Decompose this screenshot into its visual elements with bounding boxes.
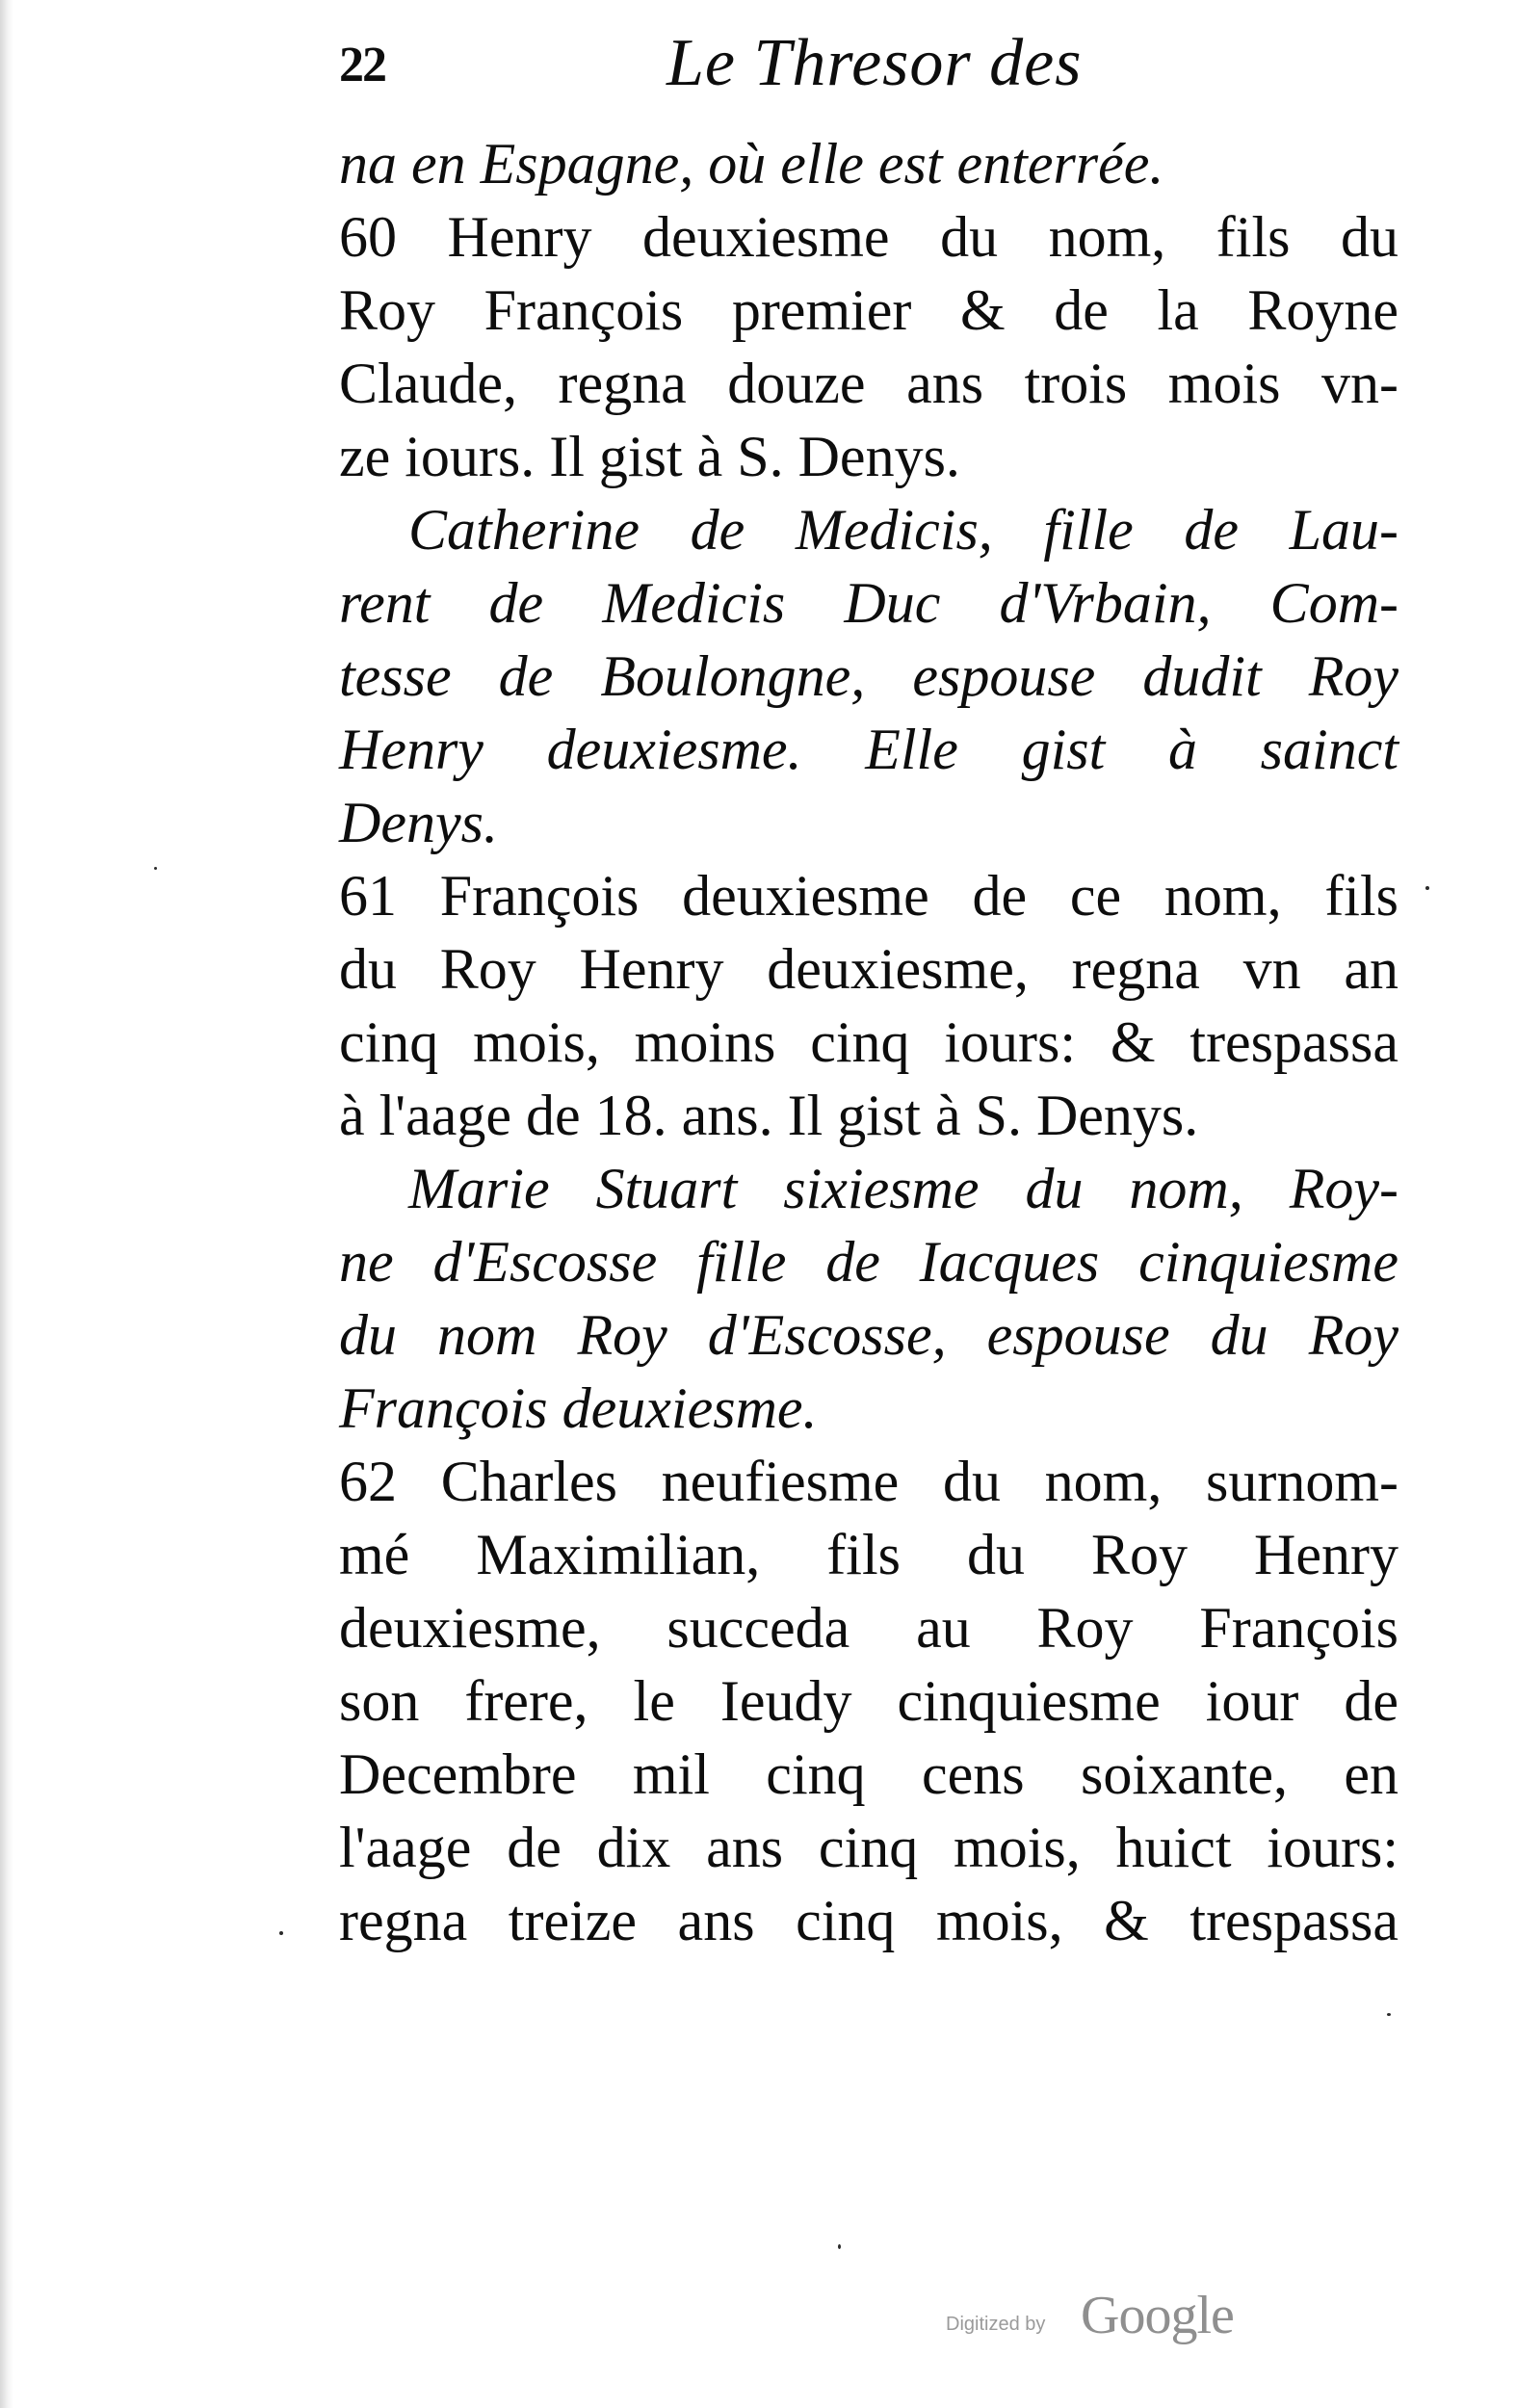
text-line: na en Espagne, où elle est enterrée. bbox=[339, 132, 1164, 196]
google-brand: Google bbox=[1081, 2286, 1234, 2345]
text-line: Decembre mil cinq cens soixante, en bbox=[339, 1742, 1398, 1806]
text-line: Roy François premier & de la Royne bbox=[339, 278, 1398, 342]
text-line: Catherine de Medicis, fille de Lau- bbox=[408, 498, 1398, 562]
digitized-watermark bbox=[946, 2285, 1273, 2343]
scan-binding-edge bbox=[0, 0, 13, 2408]
text-line: rent de Medicis Duc d'Vrbain, Com- bbox=[339, 571, 1398, 635]
text-line: 60 Henry deuxiesme du nom, fils du bbox=[339, 205, 1398, 269]
ink-speck bbox=[1387, 2013, 1391, 2016]
text-line: ze iours. Il gist à S. Denys. bbox=[339, 425, 960, 488]
text-line: son frere, le Ieudy cinquiesme iour de bbox=[339, 1669, 1398, 1733]
text-line: du Roy Henry deuxiesme, regna vn an bbox=[339, 937, 1398, 1001]
text-line: 62 Charles neufiesme du nom, surnom- bbox=[339, 1450, 1398, 1513]
body-text bbox=[339, 127, 1398, 1957]
text-line: Claude, regna douze ans trois mois vn- bbox=[339, 352, 1398, 415]
text-line: tesse de Boulongne, espouse dudit Roy bbox=[339, 644, 1398, 708]
ink-speck bbox=[279, 1931, 283, 1935]
text-line: Denys. bbox=[339, 791, 498, 854]
text-line: du nom Roy d'Escosse, espouse du Roy bbox=[339, 1303, 1398, 1367]
text-line: à l'aage de 18. ans. Il gist à S. Denys. bbox=[339, 1084, 1199, 1147]
text-line: mé Maximilian, fils du Roy Henry bbox=[339, 1523, 1398, 1586]
ink-speck bbox=[838, 2244, 841, 2249]
text-line: deuxiesme, succeda au Roy François bbox=[339, 1596, 1398, 1660]
text-line: regna treize ans cinq mois, & trespassa bbox=[339, 1889, 1398, 1952]
page-number: 22 bbox=[339, 38, 385, 92]
text-line: Marie Stuart sixiesme du nom, Roy- bbox=[408, 1157, 1398, 1220]
text-line: ne d'Escosse fille de Iacques cinquiesme bbox=[339, 1230, 1398, 1294]
ink-speck bbox=[154, 867, 157, 870]
text-line: l'aage de dix ans cinq mois, huict iours: bbox=[339, 1816, 1398, 1879]
text-line: Henry deuxiesme. Elle gist à sainct bbox=[339, 718, 1398, 781]
digitized-label: Digitized by bbox=[946, 2314, 1046, 2335]
text-line: 61 François deuxiesme de ce nom, fils bbox=[339, 864, 1398, 928]
text-line: cinq mois, moins cinq iours: & trespassa bbox=[339, 1010, 1398, 1074]
ink-speck bbox=[1425, 886, 1429, 890]
text-line: François deuxiesme. bbox=[339, 1376, 818, 1440]
page-header bbox=[339, 17, 1398, 114]
running-title: Le Thresor des bbox=[667, 26, 1083, 100]
